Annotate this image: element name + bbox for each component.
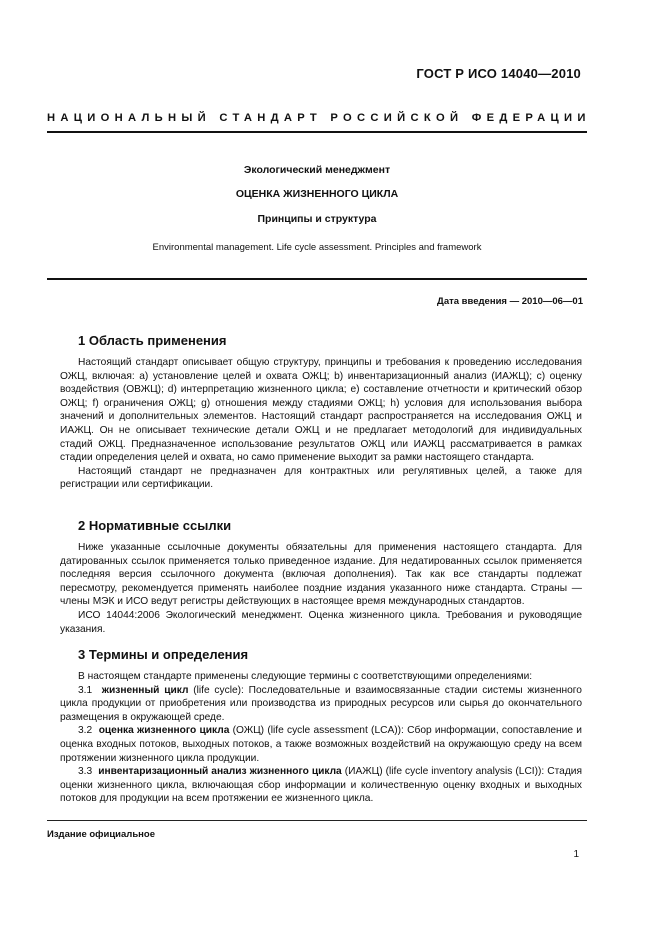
section-1-body bbox=[60, 356, 582, 492]
term-definition: (ИАЖЦ) (life cycle inventory analysis (LCI)): Стадия оценки жизненного цикла, включающая сбор информации и количественную оценку входных и выходных потоков для продукции на всем протяжении ее жизненного цикла. bbox=[60, 766, 582, 805]
term-3-3 bbox=[60, 765, 582, 806]
english-title: Environmental management. Life cycle assessment. Principles and framework bbox=[152, 242, 482, 253]
section-1-paragraph-2: Настоящий стандарт не предназначен для контрактных или регулятивных целей, а также для регистрации или сертификации. bbox=[60, 465, 582, 491]
section-3-intro: В настоящем стандарте применены следующие термины с соответствующими определениями: bbox=[78, 671, 533, 682]
header-divider bbox=[47, 131, 587, 133]
term-3-2 bbox=[60, 724, 582, 765]
footer-divider bbox=[47, 820, 587, 821]
term-number: 3.2 bbox=[78, 725, 93, 737]
section-1-heading: 1 Область применения bbox=[78, 333, 227, 348]
term-number: 3.1 bbox=[78, 684, 93, 696]
document-code: ГОСТ Р ИСО 14040—2010 bbox=[416, 66, 581, 81]
standard-banner: НАЦИОНАЛЬНЫЙ СТАНДАРТ РОССИЙСКОЙ ФЕДЕРАЦИИ bbox=[47, 112, 591, 124]
term-definition: (life cycle): Последовательные и взаимосвязанные стадии системы жизненного цикла продукции от приобретения или производства из природных ресурсов или сырья до окончательного размещения в окружающей среде. bbox=[60, 684, 582, 723]
section-2-body bbox=[60, 541, 582, 636]
title-divider bbox=[47, 278, 587, 280]
term-name: инвентаризационный анализ жизненного цикла bbox=[98, 766, 342, 778]
section-2-paragraph-2: ИСО 14044:2006 Экологический менеджмент. Оценка жизненного цикла. Требования и руководящие указания. bbox=[60, 609, 582, 635]
edition-note: Издание официальное bbox=[47, 829, 155, 840]
title-line-1: Экологический менеджмент bbox=[243, 164, 391, 176]
intro-date: Дата введения — 2010—06—01 bbox=[437, 296, 583, 307]
section-3-heading: 3 Термины и определения bbox=[78, 647, 249, 662]
page-number: 1 bbox=[573, 849, 579, 860]
title-line-2: ОЦЕНКА ЖИЗНЕННОГО ЦИКЛА bbox=[235, 188, 399, 200]
section-1-paragraph-1: Настоящий стандарт описывает общую структуру, принципы и требования к проведению исследования ОЖЦ, включая: а) установление целей и охвата ОЖЦ; b) инвентаризационный анализ (ИАЖЦ); с) оценку воздействия (ОВЖЦ); d) интерпретацию жизненного цикла; е) составление отчетности и критический обзор ОЖЦ; f) ограничения ОЖЦ; g) отношения между стадиями ОЖЦ; h) условия для использования выбора значений и дополнительных элементов. Настоящий стандарт распространяется на исследования ОЖЦ и ИАЖЦ. Он не описывает технические детали ОЖЦ и не предлагает методологий для индивидуальных стадий ОЖЦ. Предназначенное использование результатов ОЖЦ или ИАЖЦ рассматривается в рамках стадии определения целей и охвата, но само применение выходит за рамки настоящего стандарта. bbox=[60, 357, 582, 464]
title-line-3: Принципы и структура bbox=[257, 213, 377, 225]
term-name: жизненный цикл bbox=[101, 684, 189, 696]
section-2-heading: 2 Нормативные ссылки bbox=[78, 518, 232, 533]
term-name: оценка жизненного цикла bbox=[98, 725, 230, 737]
term-3-1 bbox=[60, 684, 582, 725]
term-number: 3.3 bbox=[78, 766, 93, 778]
term-definition: (ОЖЦ) (life cycle assessment (LCA)): Сбор информации, сопоставление и оценка входных потоков, выходных потоков, а также возможных воздействий на окружающую среду на всем протяжении жизненного цикла продукции. bbox=[60, 725, 582, 764]
section-2-paragraph-1: Ниже указанные ссылочные документы обязательны для применения настоящего стандарта. Для датированных ссылок применяется только приведенное издание. Для недатированных ссылок применяется последняя версия ссылочного документа (включая дополнения). Так как все стандарты подлежат пересмотру, рекомендуется применять наиболее поздние издания указанного ниже стандарта. Страны — члены МЭК и ИСО ведут регистры действующих в настоящее время международных стандартов. bbox=[60, 542, 582, 608]
section-3-body bbox=[60, 670, 582, 806]
